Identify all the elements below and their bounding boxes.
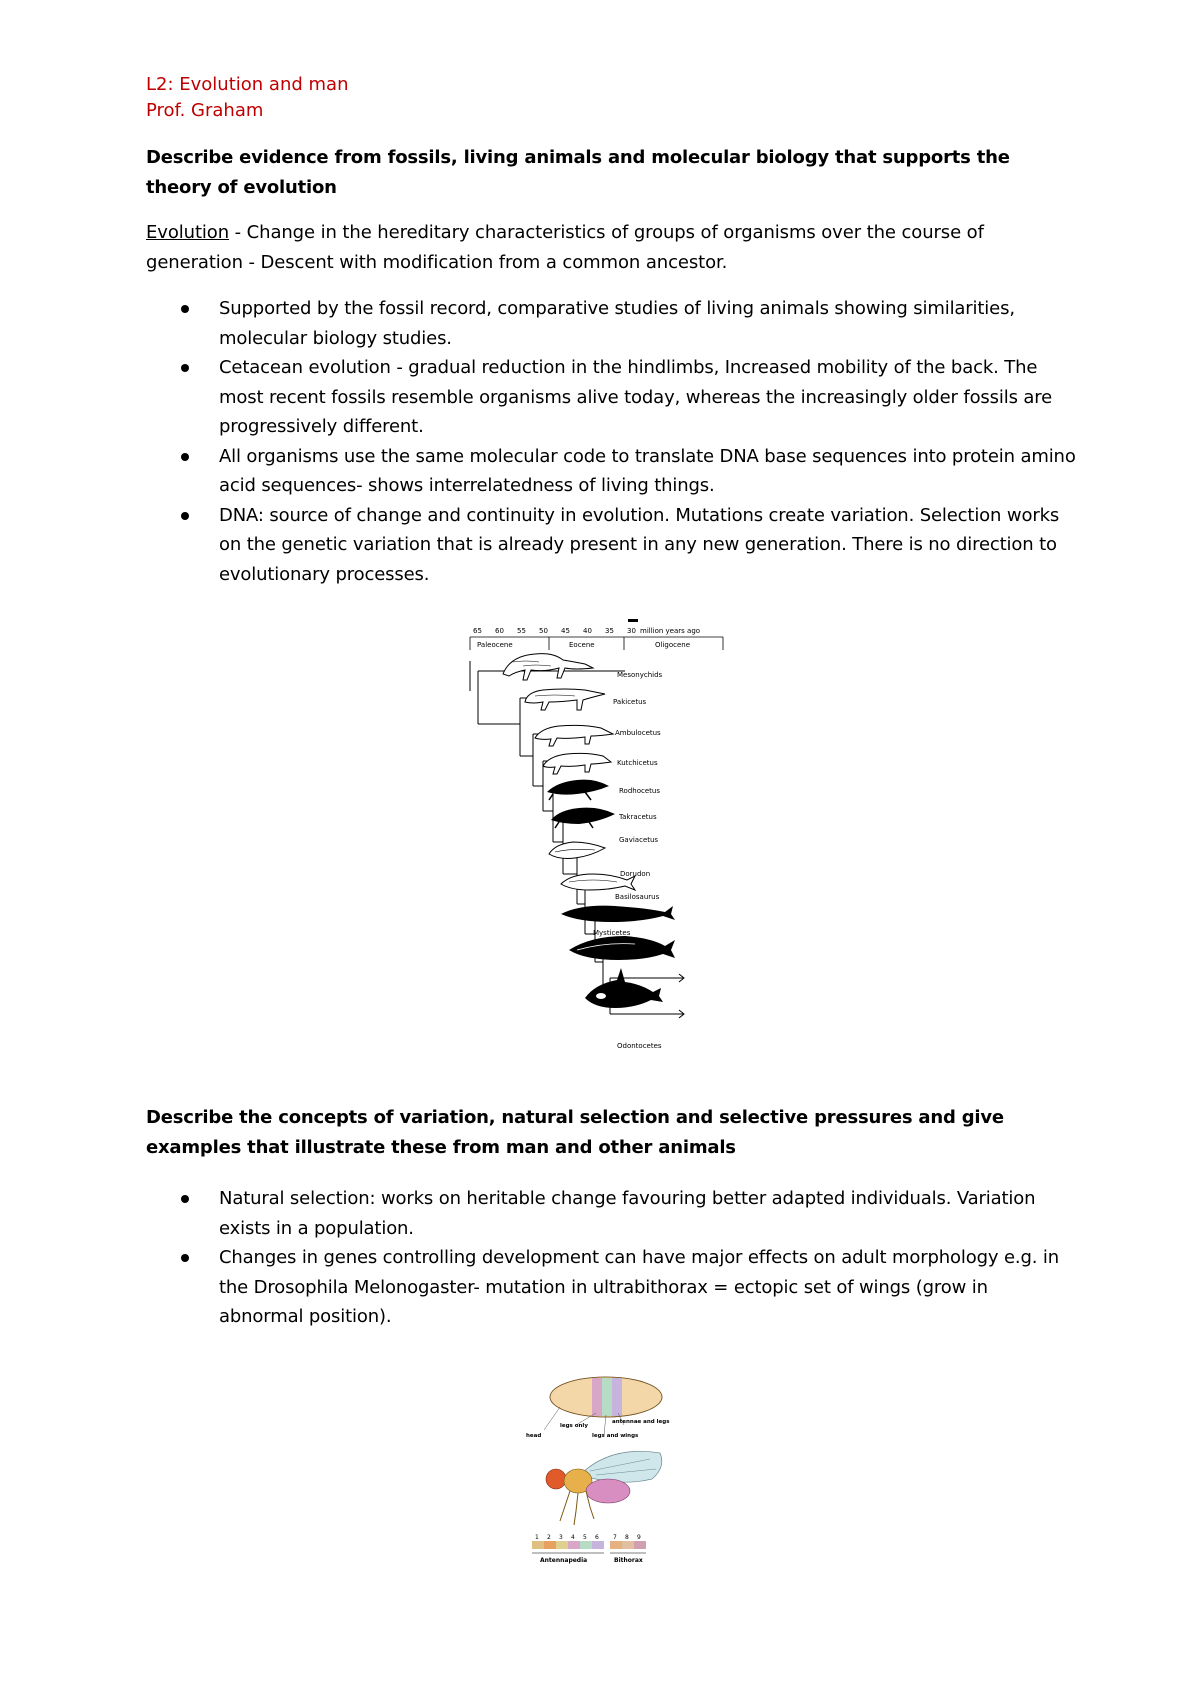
gene-number: 1 [535, 1534, 539, 1541]
list-item: Changes in genes controlling development can have major effects on adult morphology e.g. in the Drosophila Melonogaster- mutation in ultrabithorax = ectopic set of wings (grow in abnormal position). [146, 1243, 1076, 1332]
list-item: All organisms use the same molecular code to translate DNA base sequences into protein amino acid sequences- shows interrelatedness of living things. [146, 442, 1076, 501]
taxon-label: Takracetus [619, 813, 657, 821]
gene-number: 4 [571, 1534, 575, 1541]
epoch-label: Paleocene [477, 641, 513, 649]
list-item: Cetacean evolution - gradual reduction in the hindlimbs, Increased mobility of the back. The most recent fossils resemble organisms alive today, whereas the increasingly older fossils are progressively different. [146, 353, 1076, 442]
list-item: DNA: source of change and continuity in evolution. Mutations create variation. Selection works on the genetic variation that is already present in any new generation. There is no direction to evolutionary processes. [146, 501, 1076, 590]
gene-number: 9 [637, 1534, 641, 1541]
taxon-label: Dorudon [620, 870, 651, 878]
question-heading-1: Describe evidence from fossils, living animals and molecular biology that supports the theory of evolution [146, 147, 1010, 198]
time-unit-label: million years ago [640, 627, 701, 635]
bullet-icon [181, 1254, 189, 1262]
pakicetus-illustration [525, 689, 605, 710]
taxon-label: Rodhocetus [619, 787, 660, 795]
segment-label: head [526, 1433, 542, 1439]
taxon-label: Mysticetes [593, 929, 631, 937]
bullet-icon [181, 1195, 189, 1203]
takracetus-illustration [551, 808, 615, 828]
taxon-label: Gaviacetus [619, 836, 659, 844]
list-item: Natural selection: works on heritable change favouring better adapted individuals. Variation exists in a population. [146, 1184, 1076, 1243]
taxon-label: Kutchicetus [617, 759, 658, 767]
list-item: Supported by the fossil record, comparative studies of living animals showing similarities, molecular biology studies. [146, 294, 1076, 353]
basilosaurus-illustration [561, 906, 675, 922]
epoch-label: Eocene [569, 641, 595, 649]
question-heading-2: Describe the concepts of variation, natural selection and selective pressures and give examples that illustrate these from man and other animals [146, 1107, 1004, 1158]
bullet-icon [181, 364, 189, 372]
epoch-label: Oligocene [655, 641, 691, 649]
odontocete-illustration [585, 968, 663, 1008]
bullet-list-2 [146, 1184, 1076, 1332]
tick-label: 40 [583, 627, 592, 635]
segment-bar [532, 1541, 646, 1549]
gene-number: 8 [625, 1534, 629, 1541]
segment-label: legs and wings [592, 1433, 639, 1439]
gene-group-label: Antennapedia [540, 1557, 588, 1564]
tick-label: 60 [495, 627, 504, 635]
taxon-label: Odontocetes [617, 1042, 662, 1050]
definition-text: - Change in the hereditary characteristics of groups of organisms over the course of generation - Descent with modification from a common ancestor. [146, 222, 984, 273]
ambulocetus-illustration [535, 725, 613, 746]
page-title: L2: Evolution and man [146, 74, 349, 95]
bullet-list-1 [146, 294, 1076, 589]
bullet-icon [181, 305, 189, 313]
mesonychid-illustration [503, 654, 593, 680]
bullet-icon [181, 512, 189, 520]
taxon-label: Basilosaurus [615, 893, 660, 901]
drosophila-figure [520, 1375, 680, 1570]
gaviacetus-illustration [549, 842, 605, 859]
fly-illustration [546, 1451, 662, 1525]
taxon-label: Pakicetus [613, 698, 647, 706]
evolution-definition [146, 218, 1076, 278]
tick-label: 30 [627, 627, 636, 635]
gene-number: 3 [559, 1534, 563, 1541]
tick-label: 55 [517, 627, 526, 635]
taxon-label: Ambulocetus [615, 729, 661, 737]
gene-number: 7 [613, 1534, 617, 1541]
gene-group-label: Bithorax [614, 1557, 643, 1564]
gene-number: 5 [583, 1534, 587, 1541]
tick-label: 65 [473, 627, 482, 635]
gene-number: 6 [595, 1534, 599, 1541]
author-line: Prof. Graham [146, 100, 264, 121]
tick-label: 50 [539, 627, 548, 635]
tick-label: 45 [561, 627, 570, 635]
cetacean-phylogeny-figure [465, 616, 735, 1062]
tick-label: 35 [605, 627, 614, 635]
mysticete-illustration [569, 936, 675, 960]
kutchicetus-illustration [543, 753, 611, 774]
gene-number: 2 [547, 1534, 551, 1541]
definition-term: Evolution [146, 222, 230, 243]
bullet-icon [181, 453, 189, 461]
segment-label: antennae and legs [612, 1419, 670, 1425]
taxon-label: Mesonychids [617, 671, 663, 679]
embryo-illustration [550, 1377, 662, 1417]
rodhocetus-illustration [547, 780, 609, 800]
segment-label: legs only [560, 1423, 588, 1429]
